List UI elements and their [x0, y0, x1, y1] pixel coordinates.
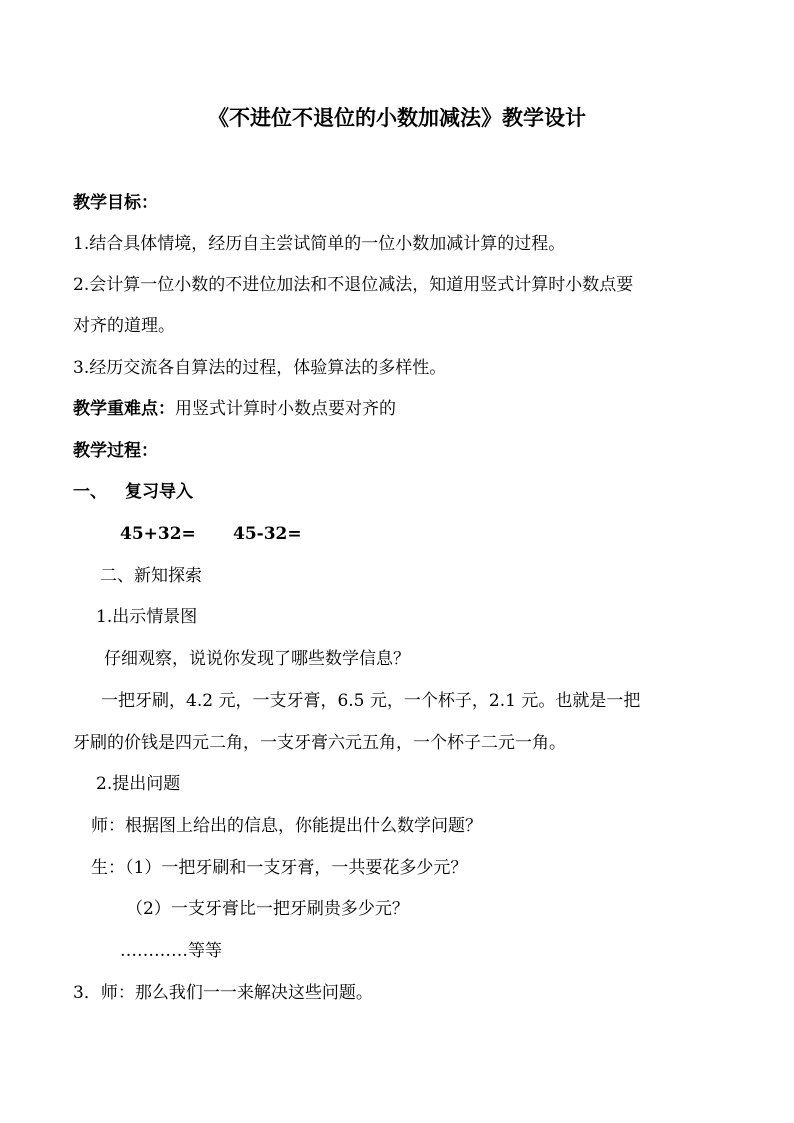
section-1-title: 复习导入 — [125, 482, 193, 502]
review-expression-2: 45-32= — [233, 524, 302, 544]
section-1-number: 一、 — [73, 482, 107, 502]
review-expression-1: 45+32= — [120, 524, 196, 544]
etc-line: …………等等 — [120, 941, 222, 961]
step-3: 3．师：那么我们一一来解决这些问题。 — [73, 983, 373, 1003]
key-point-label: 教学重难点： — [73, 399, 175, 419]
observe-prompt: 仔细观察，说说你发现了哪些数学信息？ — [104, 649, 410, 669]
student-answer-1 — [91, 857, 467, 879]
student-question-2: （2）一支牙膏比一把牙刷贵多少元？ — [126, 899, 409, 919]
section-2-heading: 二、新知探索 — [100, 566, 202, 586]
goals-heading: 教学目标： — [73, 193, 158, 213]
goal-3: 3.经历交流各自算法的过程，体验算法的多样性。 — [73, 358, 447, 378]
key-point — [73, 398, 396, 420]
key-point-text: 用竖式计算时小数点要对齐的 — [175, 399, 396, 419]
student-question-1: （1）一把牙刷和一支牙膏，一共要花多少元？ — [125, 858, 468, 878]
student-label: 生： — [91, 858, 125, 878]
goal-2-line-1: 2.会计算一位小数的不进位加法和不退位减法，知道用竖式计算时小数点要 — [73, 275, 634, 295]
goal-1: 1.结合具体情境，经历自主尝试简单的一位小数加减计算的过程。 — [73, 234, 566, 254]
step-2: 2.提出问题 — [96, 774, 181, 794]
goal-2-line-2: 对齐的道理。 — [73, 316, 175, 336]
document-title: 《不进位不退位的小数加减法》教学设计 — [208, 105, 586, 130]
step-1: 1.出示情景图 — [96, 607, 198, 627]
info-line-2: 牙刷的价钱是四元二角，一支牙膏六元五角，一个杯子二元一角。 — [73, 733, 566, 753]
process-heading: 教学过程： — [73, 441, 158, 461]
section-1-heading — [73, 481, 193, 503]
info-line-1: 一把牙刷，4.2 元，一支牙膏，6.5 元，一个杯子，2.1 元。也就是一把 — [101, 691, 641, 711]
teacher-question: 师：根据图上给出的信息，你能提出什么数学问题？ — [91, 816, 482, 836]
